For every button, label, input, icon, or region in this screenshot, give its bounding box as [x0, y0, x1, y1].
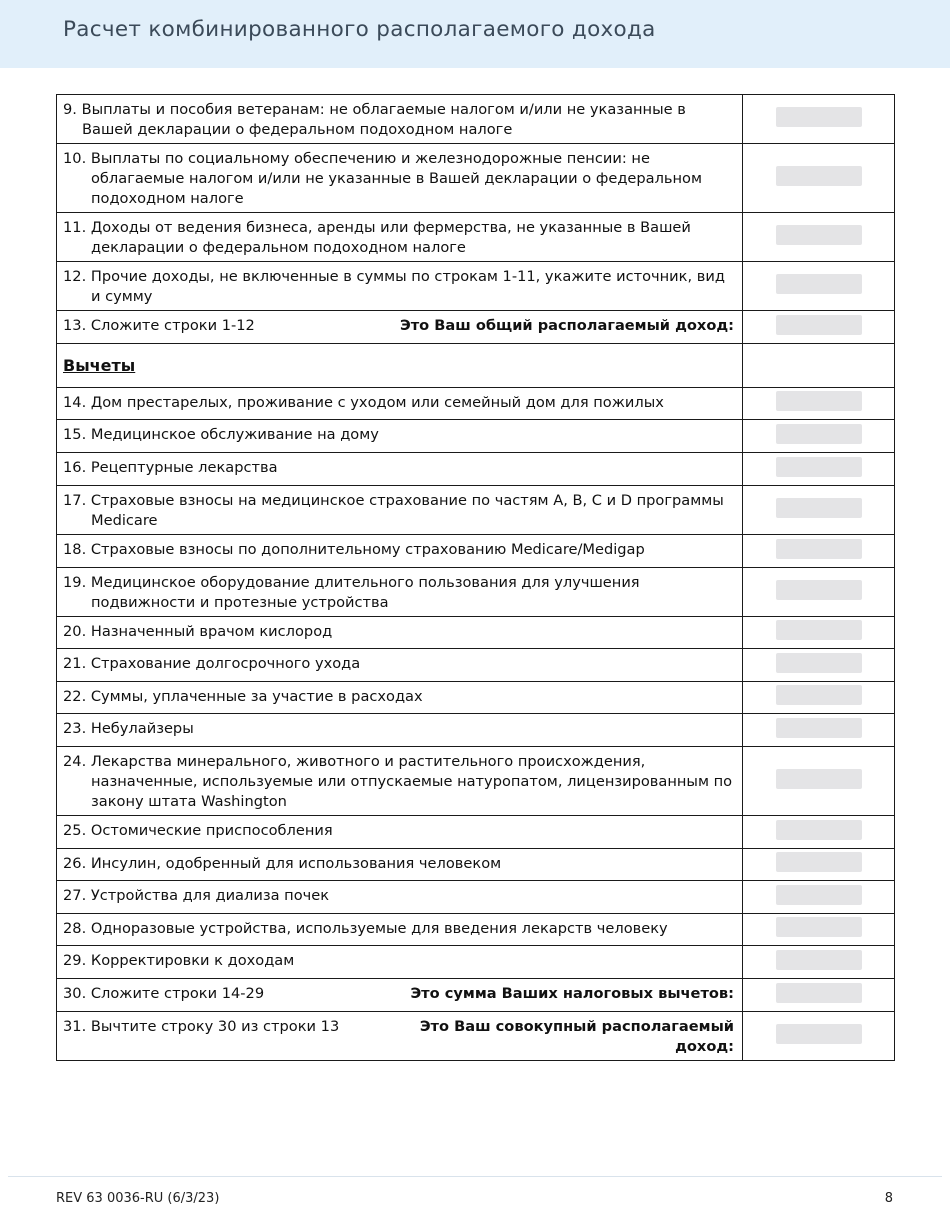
row-label	[57, 344, 743, 388]
row-label: 27. Устройства для диализа почек	[57, 881, 743, 914]
row-label: 29. Корректировки к доходам	[57, 946, 743, 979]
amount-input-line-21[interactable]	[776, 653, 862, 673]
table-row	[57, 568, 895, 617]
table-row	[57, 816, 895, 849]
table-row	[57, 95, 895, 144]
table-row	[57, 617, 895, 649]
table-row	[57, 1012, 895, 1061]
row-label: 12. Прочие доходы, не включенные в суммы по строкам 1-11, укажите источник, вид и сумму	[57, 262, 743, 311]
combined-disposable-income-label: Это Ваш совокупный располагаемый доход:	[419, 1018, 734, 1055]
table-row	[57, 649, 895, 682]
row-label: 26. Инсулин, одобренный для использования человеком	[57, 849, 743, 881]
amount-input-line-14[interactable]	[776, 391, 862, 411]
row-label: 28. Одноразовые устройства, используемые для введения лекарств человеку	[57, 914, 743, 946]
table-row	[57, 144, 895, 213]
amount-input-line-29[interactable]	[776, 950, 862, 970]
form-id: REV 63 0036-RU (6/3/23)	[56, 1191, 220, 1206]
amount-input-line-26[interactable]	[776, 852, 862, 872]
amount-input-line-15[interactable]	[776, 424, 862, 444]
amount-input-line-12[interactable]	[776, 274, 862, 294]
amount-input-line-17[interactable]	[776, 498, 862, 518]
amount-input-line-28[interactable]	[776, 917, 862, 937]
row-label: 15. Медицинское обслуживание на дому	[57, 420, 743, 453]
row-label: 18. Страховые взносы по дополнительному страхованию Medicare/Medigap	[57, 535, 743, 568]
amount-input-line-31[interactable]	[776, 1024, 862, 1044]
table-row	[57, 262, 895, 311]
deductions-heading: Вычеты	[63, 356, 136, 375]
amount-input-line-19[interactable]	[776, 580, 862, 600]
amount-input-line-13[interactable]	[776, 315, 862, 335]
amount-input-line-25[interactable]	[776, 820, 862, 840]
row-label: 20. Назначенный врачом кислород	[57, 617, 743, 649]
table-row	[57, 946, 895, 979]
row-label: 24. Лекарства минерального, животного и растительного происхождения, назначенные, используемые или отпускаемые натуропатом, лицензированным по закону штата Washington	[57, 747, 743, 816]
row-label: 30. Сложите строки 14-29 Это сумма Ваших налоговых вычетов:	[57, 979, 743, 1012]
total-income-label: Это Ваш общий располагаемый доход:	[400, 317, 734, 334]
table-row	[57, 420, 895, 453]
row-label: 13. Сложите строки 1-12 Это Ваш общий располагаемый доход:	[57, 311, 743, 344]
amount-input-line-30[interactable]	[776, 983, 862, 1003]
amount-input-line-16[interactable]	[776, 457, 862, 477]
table-row	[57, 213, 895, 262]
row-label: 22. Суммы, уплаченные за участие в расходах	[57, 682, 743, 714]
row-label: 14. Дом престарелых, проживание с уходом или семейный дом для пожилых	[57, 388, 743, 420]
total-deductions-label: Это сумма Ваших налоговых вычетов:	[410, 985, 734, 1002]
table-row	[57, 979, 895, 1012]
amount-input-line-27[interactable]	[776, 885, 862, 905]
income-calculation-table	[56, 94, 895, 1061]
amount-input-line-9[interactable]	[776, 107, 862, 127]
amount-input-line-10[interactable]	[776, 166, 862, 186]
amount-input-line-18[interactable]	[776, 539, 862, 559]
page-header	[0, 0, 950, 68]
row-label: 9. Выплаты и пособия ветеранам: не облагаемые налогом и/или не указанные в Вашей декларации о федеральном подоходном налоге	[57, 95, 743, 144]
row-label: 19. Медицинское оборудование длительного пользования для улучшения подвижности и протезные устройства	[57, 568, 743, 617]
table-row	[57, 714, 895, 747]
footer-divider	[8, 1176, 942, 1177]
row-label: 21. Страхование долгосрочного ухода	[57, 649, 743, 682]
row-label: 23. Небулайзеры	[57, 714, 743, 747]
amount-input-line-22[interactable]	[776, 685, 862, 705]
row-label: 16. Рецептурные лекарства	[57, 453, 743, 486]
table-row	[57, 914, 895, 946]
table-row	[57, 535, 895, 568]
amount-input-line-11[interactable]	[776, 225, 862, 245]
table-row	[57, 388, 895, 420]
amount-input-line-23[interactable]	[776, 718, 862, 738]
table-row	[57, 344, 895, 388]
table-row	[57, 849, 895, 881]
table-row	[57, 881, 895, 914]
row-label: 10. Выплаты по социальному обеспечению и железнодорожные пенсии: не облагаемые налогом и/или не указанные в Вашей декларации о федеральном подоходном налоге	[57, 144, 743, 213]
row-label: 31. Вычтите строку 30 из строки 13 Это Ваш совокупный располагаемый доход:	[57, 1012, 743, 1061]
table-row	[57, 747, 895, 816]
table-row	[57, 486, 895, 535]
page-number: 8	[884, 1191, 893, 1206]
amount-input-line-20[interactable]	[776, 620, 862, 640]
page-title: Расчет комбинированного располагаемого дохода	[63, 17, 656, 42]
table-row	[57, 311, 895, 344]
table-row	[57, 682, 895, 714]
row-label: 17. Страховые взносы на медицинское страхование по частям A, B, C и D программы Medicare	[57, 486, 743, 535]
row-label: 11. Доходы от ведения бизнеса, аренды или фермерства, не указанные в Вашей декларации о федеральном подоходном налоге	[57, 213, 743, 262]
row-label: 25. Остомические приспособления	[57, 816, 743, 849]
amount-input-line-24[interactable]	[776, 769, 862, 789]
table-row	[57, 453, 895, 486]
